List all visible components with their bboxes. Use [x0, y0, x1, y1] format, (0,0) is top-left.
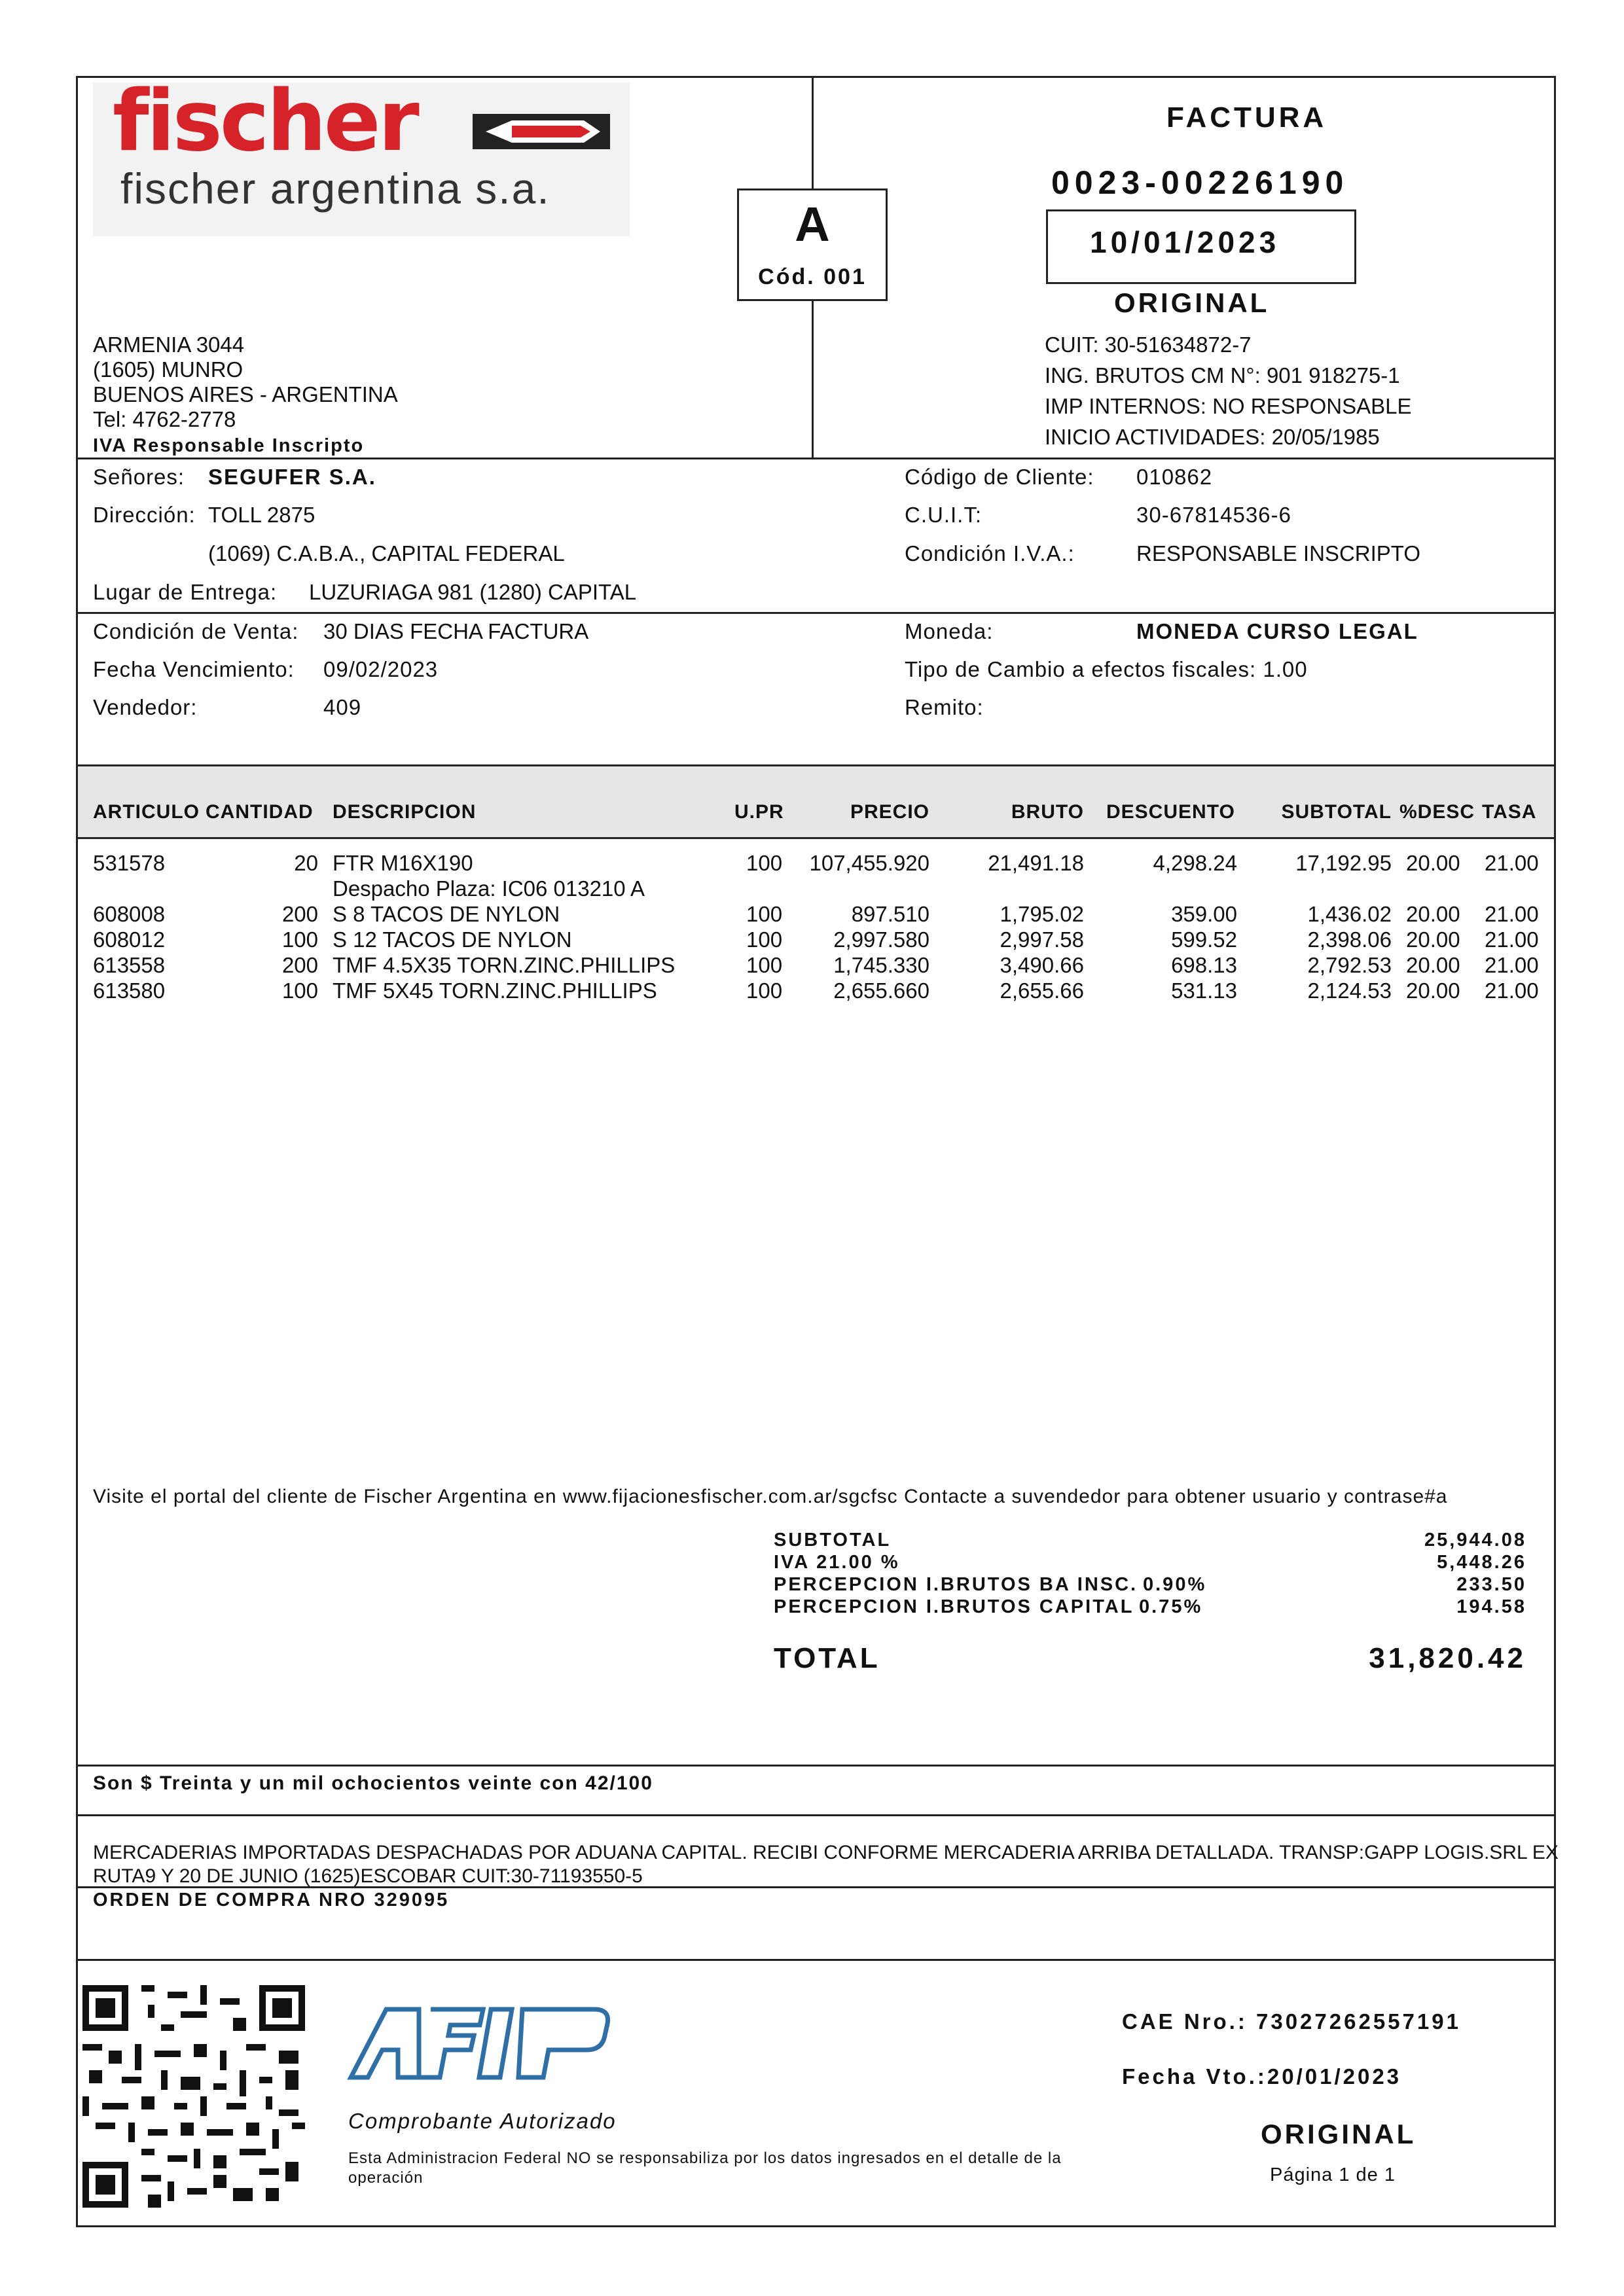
cell-bruto: 1,795.02 [1000, 902, 1084, 926]
portal-note: Visite el portal del cliente de Fischer Argentina en www.fijacionesfischer.com.ar/sgcfsc Contacte a suvendedor para obtener usuario y contrase#a [93, 1486, 1448, 1507]
divider [76, 1814, 1556, 1816]
cell-descuento: 599.52 [1171, 927, 1237, 952]
cell-tasa: 21.00 [1485, 953, 1539, 977]
cell-articulo: 613558 [93, 953, 166, 977]
cell-tasa: 21.00 [1485, 851, 1539, 875]
company-name: fischer argentina s.a. [120, 164, 550, 213]
cell-desc: 20.00 [1406, 927, 1460, 952]
totals-value: 194.58 [1456, 1596, 1526, 1617]
cell-articulo: 531578 [93, 851, 166, 875]
cell-desc: 20.00 [1406, 978, 1460, 1003]
totals-value: 25,944.08 [1424, 1530, 1526, 1551]
cell-subtotal: 2,124.53 [1307, 978, 1392, 1003]
totals-label: PERCEPCION I.BRUTOS CAPITAL [774, 1596, 1134, 1617]
company-address-line: ARMENIA 3044 [93, 332, 245, 357]
cell-precio: 2,655.660 [833, 978, 929, 1003]
cell-desc: 20.00 [1406, 902, 1460, 926]
totals-rate: 0.75% [1139, 1596, 1203, 1617]
company-address-line: (1605) MUNRO [93, 357, 244, 382]
cell-descuento: 531.13 [1171, 978, 1237, 1003]
col-header-tasa: TASA [1482, 801, 1537, 823]
totals-label: SUBTOTAL [774, 1530, 892, 1551]
footer-copy: ORIGINAL [1261, 2119, 1416, 2149]
cell-tasa: 21.00 [1485, 978, 1539, 1003]
cell-articulo: 608012 [93, 927, 166, 952]
cell-bruto: 2,655.66 [1000, 978, 1084, 1003]
due-date-label: Fecha Vencimiento: [93, 657, 295, 681]
sale-condition-label: Condición de Venta: [93, 619, 299, 643]
company-imp-internos: IMP INTERNOS: NO RESPONSABLE [1045, 394, 1412, 418]
client-address-label: Dirección: [93, 503, 196, 527]
doc-letter-box [737, 188, 888, 301]
col-header-cantidad: CANTIDAD [206, 801, 314, 823]
observations: MERCADERIAS IMPORTADAS DESPACHADAS POR ADUANA CAPITAL. RECIBI CONFORME MERCADERIA ARRIBA DETALLADA. TRANSP:GAPP LOGIS.SRL EX [93, 1842, 1559, 1863]
cell-desc: 20.00 [1406, 953, 1460, 977]
cell-articulo: 608008 [93, 902, 166, 926]
delivery-address: LUZURIAGA 981 (1280) CAPITAL [309, 580, 637, 604]
col-header-descuento: DESCUENTO [1106, 801, 1235, 823]
qr-code-icon [82, 1985, 305, 2208]
cell-descripcion: S 12 TACOS DE NYLON [333, 927, 572, 952]
invoice-copy: ORIGINAL [1114, 287, 1270, 318]
cell-bruto: 2,997.58 [1000, 927, 1084, 952]
brand-wordmark: fischer [113, 73, 417, 170]
invoice-number: 0023-00226190 [1051, 164, 1349, 201]
cae-number: CAE Nro.: 73027262557191 [1122, 2009, 1461, 2034]
cell-bruto: 3,490.66 [1000, 953, 1084, 977]
client-name-label: Señores: [93, 465, 185, 489]
cell-cantidad: 100 [281, 927, 318, 952]
cell-upr: 100 [746, 851, 783, 875]
divider [76, 612, 1556, 614]
client-cuit-label: C.U.I.T: [905, 503, 983, 527]
totals-rate: 0.90% [1143, 1574, 1207, 1595]
divider [76, 1765, 1556, 1767]
doc-code: Cód. 001 [758, 264, 867, 289]
col-header-bruto: BRUTO [1011, 801, 1084, 823]
afip-disclaimer: Esta Administracion Federal NO se responsabiliza por los datos ingresados en el detalle de la [348, 2149, 1062, 2167]
cell-precio: 107,455.920 [809, 851, 929, 875]
observations-cont: RUTA9 Y 20 DE JUNIO (1625)ESCOBAR CUIT:30-71193550-5 [93, 1865, 643, 1887]
cell-precio: 1,745.330 [833, 953, 929, 977]
cell-desc: 20.00 [1406, 851, 1460, 875]
company-logo [93, 73, 630, 236]
company-phone: Tel: 4762-2778 [93, 407, 236, 431]
invoice-type: FACTURA [1166, 101, 1327, 134]
fish-icon [473, 109, 610, 154]
cell-bruto: 21,491.18 [988, 851, 1084, 875]
cae-due-date: Fecha Vto.:20/01/2023 [1122, 2064, 1402, 2089]
cell-upr: 100 [746, 927, 783, 952]
col-header-precio: PRECIO [850, 801, 929, 823]
delivery-label: Lugar de Entrega: [93, 580, 278, 604]
company-iva: IVA Responsable Inscripto [93, 435, 365, 456]
client-cuit: 30-67814536-6 [1136, 503, 1291, 527]
afip-logo-icon [346, 2004, 614, 2083]
cell-articulo: 613580 [93, 978, 166, 1003]
cell-descripcion: FTR M16X190 [333, 851, 473, 875]
totals-value: 5,448.26 [1437, 1552, 1526, 1573]
remito-label: Remito: [905, 695, 984, 719]
company-inicio-actividades: INICIO ACTIVIDADES: 20/05/1985 [1045, 425, 1380, 449]
cell-cantidad: 200 [281, 902, 318, 926]
client-code: 010862 [1136, 465, 1213, 489]
client-city: (1069) C.A.B.A., CAPITAL FEDERAL [208, 541, 565, 565]
seller-label: Vendedor: [93, 695, 198, 719]
col-header-descripcion: DESCRIPCION [333, 801, 477, 823]
cell-upr: 100 [746, 902, 783, 926]
col-header-upr: U.PR [734, 801, 784, 823]
cell-subtotal: 2,398.06 [1307, 927, 1392, 952]
cell-subtotal: 2,792.53 [1307, 953, 1392, 977]
client-code-label: Código de Cliente: [905, 465, 1094, 489]
seller: 409 [323, 695, 362, 719]
exchange-rate: Tipo de Cambio a efectos fiscales: 1.00 [905, 657, 1308, 681]
cell-descuento: 698.13 [1171, 953, 1237, 977]
currency-label: Moneda: [905, 619, 994, 643]
cell-cantidad: 200 [281, 953, 318, 977]
company-address-line: BUENOS AIRES - ARGENTINA [93, 382, 398, 406]
total-label: TOTAL [774, 1642, 880, 1674]
cell-descripcion: S 8 TACOS DE NYLON [333, 902, 560, 926]
afip-logo [346, 2004, 614, 2083]
cell-despacho: Despacho Plaza: IC06 013210 A [333, 876, 645, 901]
cell-subtotal: 17,192.95 [1295, 851, 1392, 875]
cell-cantidad: 20 [294, 851, 318, 875]
invoice-date: 10/01/2023 [1090, 225, 1280, 259]
cell-subtotal: 1,436.02 [1307, 902, 1392, 926]
col-header-subtotal: SUBTOTAL [1281, 801, 1392, 823]
due-date: 09/02/2023 [323, 657, 439, 681]
amount-in-words: Son $ Treinta y un mil ochocientos veinte con 42/100 [93, 1772, 653, 1794]
afip-disclaimer-cont: operación [348, 2169, 424, 2187]
company-cuit: CUIT: 30-51634872-7 [1045, 332, 1252, 357]
cell-descuento: 359.00 [1171, 902, 1237, 926]
cell-tasa: 21.00 [1485, 927, 1539, 952]
cell-precio: 2,997.580 [833, 927, 929, 952]
col-header-desc: %DESC [1399, 801, 1475, 823]
doc-letter: A [795, 197, 830, 251]
totals-label: IVA 21.00 % [774, 1552, 900, 1573]
cell-tasa: 21.00 [1485, 902, 1539, 926]
col-header-articulo: ARTICULO [93, 801, 200, 823]
invoice-date-box [1046, 209, 1356, 284]
cell-precio: 897.510 [851, 902, 929, 926]
cell-upr: 100 [746, 978, 783, 1003]
totals-value: 233.50 [1456, 1574, 1526, 1595]
totals-label: PERCEPCION I.BRUTOS BA INSC. [774, 1574, 1138, 1595]
company-ing-brutos: ING. BRUTOS CM N°: 901 918275-1 [1045, 363, 1400, 387]
cell-descripcion: TMF 4.5X35 TORN.ZINC.PHILLIPS [333, 953, 676, 977]
client-iva-label: Condición I.V.A.: [905, 541, 1075, 565]
cell-descuento: 4,298.24 [1153, 851, 1237, 875]
cell-cantidad: 100 [281, 978, 318, 1003]
client-address: TOLL 2875 [208, 503, 316, 527]
sale-condition: 30 DIAS FECHA FACTURA [323, 619, 589, 643]
client-iva: RESPONSABLE INSCRIPTO [1136, 541, 1421, 565]
currency: MONEDA CURSO LEGAL [1136, 619, 1418, 643]
divider [76, 837, 1556, 839]
comprobante-autorizado: Comprobante Autorizado [348, 2109, 617, 2133]
purchase-order: ORDEN DE COMPRA NRO 329095 [93, 1890, 450, 1910]
cell-descripcion: TMF 5X45 TORN.ZINC.PHILLIPS [333, 978, 657, 1003]
cell-upr: 100 [746, 953, 783, 977]
total-value: 31,820.42 [1369, 1642, 1526, 1674]
page-number: Página 1 de 1 [1270, 2164, 1396, 2185]
divider [76, 1959, 1556, 1961]
client-name: SEGUFER S.A. [208, 465, 376, 489]
